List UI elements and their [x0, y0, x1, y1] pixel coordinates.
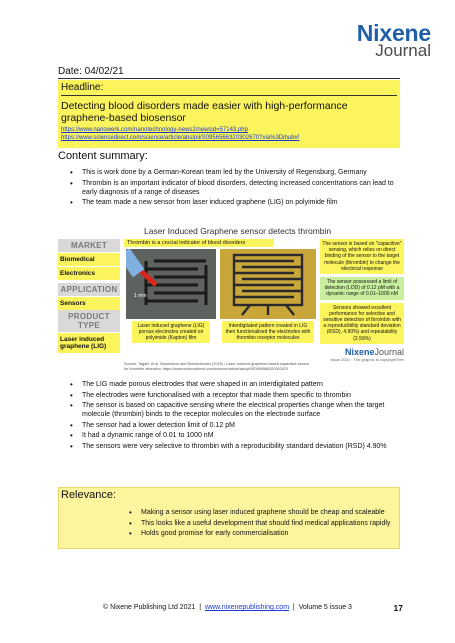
headline-title: Detecting blood disorders made easier with high-performance graphene-based biosensor: [61, 100, 348, 124]
pattern-caption: Interdigitated pattern created in LIG then functionalised the electrodes with thrombin receptor molecules: [222, 321, 314, 343]
relevance-heading: Relevance:: [61, 489, 117, 501]
market-item: Biomedical: [58, 252, 120, 266]
infographic-source: Source: Tagalli, et al. Biosensors and Bioelectronics (2020) / Laser induced graphene-based capacitive sensor for thrombin detection. https://www.sciencedirect.com/science/article/abs/pii/S0956566320302670: [124, 362, 310, 371]
content-summary-heading: Content summary:: [58, 150, 148, 162]
footer-copyright: © Nixene Publishing Ltd 2021: [103, 604, 196, 611]
page-number: 17: [393, 603, 403, 613]
list-item: • The electrodes were functionalised with a receptor that made them specific to thrombin: [70, 391, 400, 400]
list-item: • This is work done by a German-Korean team led by the University of Regensburg, Germany: [70, 168, 400, 177]
product-type-label: PRODUCT TYPE: [58, 310, 120, 332]
list-item: • It had a dynamic range of 0.01 to 1000 nM: [70, 431, 400, 440]
note-lod: The sensor possessed a limit of detection (LOD) of 0.12 pM with a dynamic range of 0.01–1000 nM: [320, 277, 404, 300]
market-item: Electronics: [58, 266, 120, 280]
infographic-title: Laser Induced Graphene sensor detects thrombin: [144, 226, 332, 236]
infographic-meta: Issue 2021 · The graphic is copyright free: [330, 356, 404, 362]
list-item: • Making a sensor using laser induced graphene should be cheap and scaleable: [129, 508, 449, 517]
source-link-1[interactable]: https://www.nanowerk.com/nanotechnology-news2/newsid=57143.php: [61, 127, 248, 133]
interdigitated-pattern-photo: [220, 249, 316, 319]
thrombin-caption: Thrombin is a crucial indicator of blood disorders: [124, 239, 274, 247]
source-link-2[interactable]: https://www.sciencedirect.com/science/article/abs/pii/S0956566320302670?via%3Dihub#!: [61, 135, 300, 141]
footer-separator: |: [199, 604, 202, 611]
note-performance: Sensors showed excellent performance for selective and sensitive detection of thrombin with a reproducibility standard deviation (RSD), 4.90%) and repeatability (2.59%): [320, 303, 404, 344]
list-item: • The team made a new sensor from laser induced graphene (LIG) on polyimide film: [70, 198, 400, 207]
list-item: • Holds good promise for early commercialisation: [129, 529, 449, 538]
lig-electrode-photo: [126, 249, 216, 319]
headline-box: [58, 80, 400, 148]
infographic-logo-brand: Nixene: [344, 346, 375, 357]
list-item: • The LIG made porous electrodes that were shaped in an interdigitated pattern: [70, 380, 400, 389]
logo-sub: Journal: [375, 41, 431, 60]
list-item: • This looks like a useful development that should find medical applications rapidly: [129, 519, 449, 528]
electrode-caption: Laser induced graphene (LIG) porous electrodes created on polyimide (Kapton) film: [132, 321, 210, 343]
infographic: [58, 226, 404, 376]
logo-brand: Nixene: [356, 20, 431, 46]
article-date: Date: 04/02/21: [58, 66, 400, 79]
results-list: [70, 380, 400, 452]
list-item: • The sensor is based on capacitive sensing where the electrical properties change when the target molecule (thrombin) binds to the receptor molecules on the electrode surface: [70, 401, 400, 419]
application-label: APPLICATION: [58, 283, 120, 296]
infographic-category-panel: [58, 239, 120, 353]
list-item: • Thrombin is an important indicator of blood disorders, detecting increased concentrations can lead to early diagnosis of a range of diseases: [70, 179, 400, 197]
infographic-logo-sub: Journal: [374, 346, 404, 357]
electrode-image: [126, 249, 216, 319]
infographic-logo: [320, 347, 404, 357]
market-label: MARKET: [58, 239, 120, 252]
application-item: Sensors: [58, 296, 120, 310]
footer-website-link[interactable]: www.nixenepublishing.com: [204, 604, 290, 611]
footer-separator: |: [292, 604, 295, 611]
page-footer: [0, 604, 455, 611]
infographic-notes: [320, 239, 404, 362]
relevance-list: [129, 508, 449, 540]
headline-label: Headline:: [61, 82, 397, 96]
infographic-images: [124, 239, 318, 357]
pattern-image: [220, 249, 316, 319]
journal-logo: [357, 22, 431, 59]
content-summary-list: [70, 168, 400, 209]
product-type-item: Laser induced graphene (LIG): [58, 332, 120, 353]
note-capacitive: The sensor is based on "capacitive" sensing, which relies on direct binding of the sensor to the target molecule (thrombin) to change the electrical response: [320, 239, 404, 274]
relevance-box: [58, 487, 400, 549]
footer-volume: Volume 5 issue 3: [298, 604, 352, 611]
list-item: • The sensors were very selective to thrombin with a reproducibility standard deviation (RSD) 4.90%: [70, 442, 400, 451]
list-item: • The sensor had a lower detection limit of 0.12 pM: [70, 421, 400, 430]
scale-label: 1 mm: [134, 293, 147, 299]
